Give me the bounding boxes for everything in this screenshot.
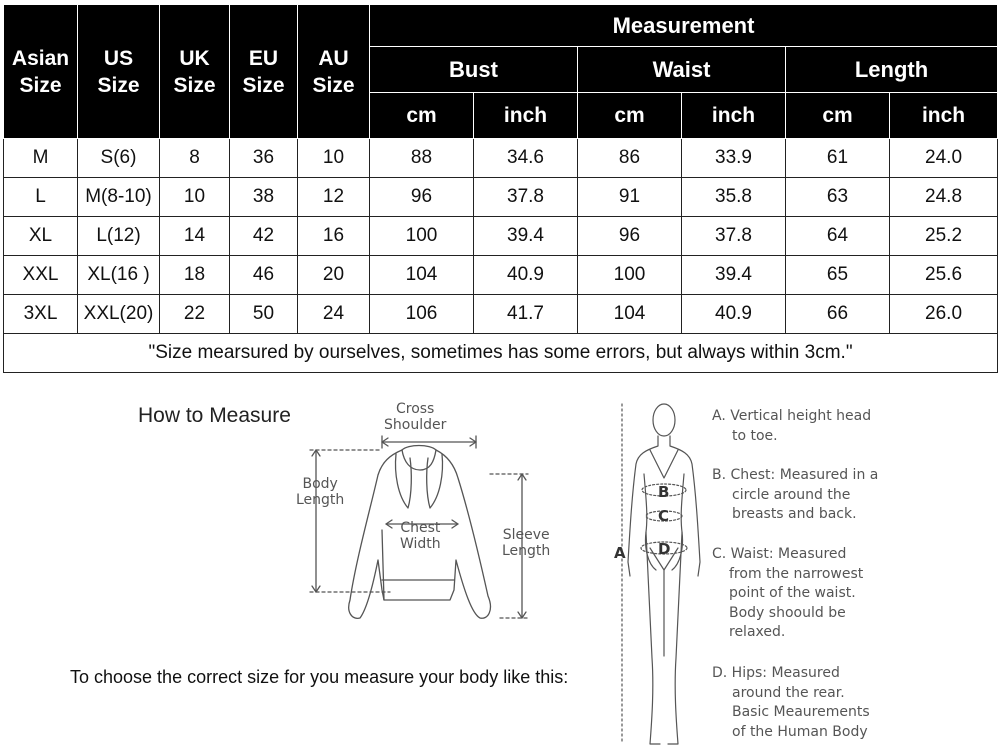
- table-cell: 96: [578, 217, 682, 256]
- header-length: Length: [786, 47, 998, 93]
- table-cell: 39.4: [474, 217, 578, 256]
- table-cell: 14: [160, 217, 230, 256]
- table-cell: 63: [786, 178, 890, 217]
- table-cell: 61: [786, 139, 890, 178]
- header-unit: inch: [890, 93, 998, 139]
- table-cell: XL: [4, 217, 78, 256]
- desc-b: B. Chest: Measured in a circle around the breasts and back.: [712, 467, 879, 523]
- table-cell: 34.6: [474, 139, 578, 178]
- header-waist: Waist: [578, 47, 786, 93]
- header-unit: cm: [786, 93, 890, 139]
- desc-a: A. Vertical height head to toe.: [712, 408, 872, 444]
- table-cell: 36: [230, 139, 298, 178]
- table-cell: 91: [578, 178, 682, 217]
- header-asian-size: Asian Size: [4, 5, 78, 139]
- table-cell: 66: [786, 295, 890, 334]
- human-body-sketch-icon: [616, 398, 706, 750]
- size-note: "Size mearsured by ourselves, sometimes has some errors, but always within 3cm.": [4, 334, 998, 373]
- header-au-size: AU Size: [298, 5, 370, 139]
- table-cell: 16: [298, 217, 370, 256]
- table-cell: XL(16 ): [78, 256, 160, 295]
- header-unit: inch: [682, 93, 786, 139]
- header-us-size: US Size: [78, 5, 160, 139]
- table-cell: 40.9: [682, 295, 786, 334]
- table-cell: 33.9: [682, 139, 786, 178]
- table-row: [4, 256, 998, 295]
- body-length-label: Body Length: [296, 476, 345, 508]
- letter-c: C: [658, 507, 670, 525]
- desc-d: D. Hips: Measured around the rear. Basic Meaurements of the Human Body: [712, 665, 870, 740]
- sweater-sketch-icon: [290, 400, 570, 630]
- cross-shoulder-label: Cross Shoulder: [384, 401, 447, 433]
- table-cell: 86: [578, 139, 682, 178]
- table-cell: 104: [578, 295, 682, 334]
- table-cell: 65: [786, 256, 890, 295]
- table-cell: 40.9: [474, 256, 578, 295]
- table-cell: 100: [578, 256, 682, 295]
- header-unit: cm: [370, 93, 474, 139]
- sleeve-length-label: Sleeve Length: [502, 527, 551, 559]
- letter-d: D: [658, 540, 671, 558]
- table-cell: 8: [160, 139, 230, 178]
- table-cell: 37.8: [682, 217, 786, 256]
- table-cell: M: [4, 139, 78, 178]
- table-cell: 24.0: [890, 139, 998, 178]
- header-bust: Bust: [370, 47, 578, 93]
- table-cell: L: [4, 178, 78, 217]
- table-cell: 96: [370, 178, 474, 217]
- table-cell: S(6): [78, 139, 160, 178]
- table-cell: 46: [230, 256, 298, 295]
- header-unit: inch: [474, 93, 578, 139]
- table-cell: 24: [298, 295, 370, 334]
- table-cell: 20: [298, 256, 370, 295]
- table-cell: 38: [230, 178, 298, 217]
- choose-size-text: To choose the correct size for you measure your body like this:: [70, 667, 569, 687]
- table-cell: 37.8: [474, 178, 578, 217]
- size-rows: [4, 139, 998, 334]
- table-cell: 39.4: [682, 256, 786, 295]
- table-cell: 64: [786, 217, 890, 256]
- header-measurement: Measurement: [370, 5, 998, 47]
- table-cell: 88: [370, 139, 474, 178]
- table-cell: L(12): [78, 217, 160, 256]
- table-cell: 10: [160, 178, 230, 217]
- header-unit: cm: [578, 93, 682, 139]
- chest-width-label: Chest Width: [400, 520, 441, 552]
- desc-c: C. Waist: Measured from the narrowest point of the waist. Body shoould be relaxed.: [712, 546, 864, 641]
- table-cell: 3XL: [4, 295, 78, 334]
- header-eu-size: EU Size: [230, 5, 298, 139]
- table-cell: 25.6: [890, 256, 998, 295]
- table-cell: 12: [298, 178, 370, 217]
- table-cell: 100: [370, 217, 474, 256]
- table-cell: 22: [160, 295, 230, 334]
- table-cell: 104: [370, 256, 474, 295]
- table-cell: 10: [298, 139, 370, 178]
- table-cell: 41.7: [474, 295, 578, 334]
- table-cell: 42: [230, 217, 298, 256]
- table-cell: 18: [160, 256, 230, 295]
- letter-b: B: [658, 483, 670, 501]
- table-cell: 106: [370, 295, 474, 334]
- table-cell: M(8-10): [78, 178, 160, 217]
- table-cell: 25.2: [890, 217, 998, 256]
- header-uk-size: UK Size: [160, 5, 230, 139]
- table-row: [4, 217, 998, 256]
- how-to-measure-title: How to Measure: [138, 404, 291, 427]
- table-cell: XXL(20): [78, 295, 160, 334]
- size-chart-table: [3, 4, 998, 373]
- table-cell: 35.8: [682, 178, 786, 217]
- table-cell: 24.8: [890, 178, 998, 217]
- table-row: [4, 295, 998, 334]
- table-row: [4, 178, 998, 217]
- table-cell: 50: [230, 295, 298, 334]
- table-cell: XXL: [4, 256, 78, 295]
- table-cell: 26.0: [890, 295, 998, 334]
- table-row: [4, 139, 998, 178]
- letter-a: A: [614, 544, 626, 562]
